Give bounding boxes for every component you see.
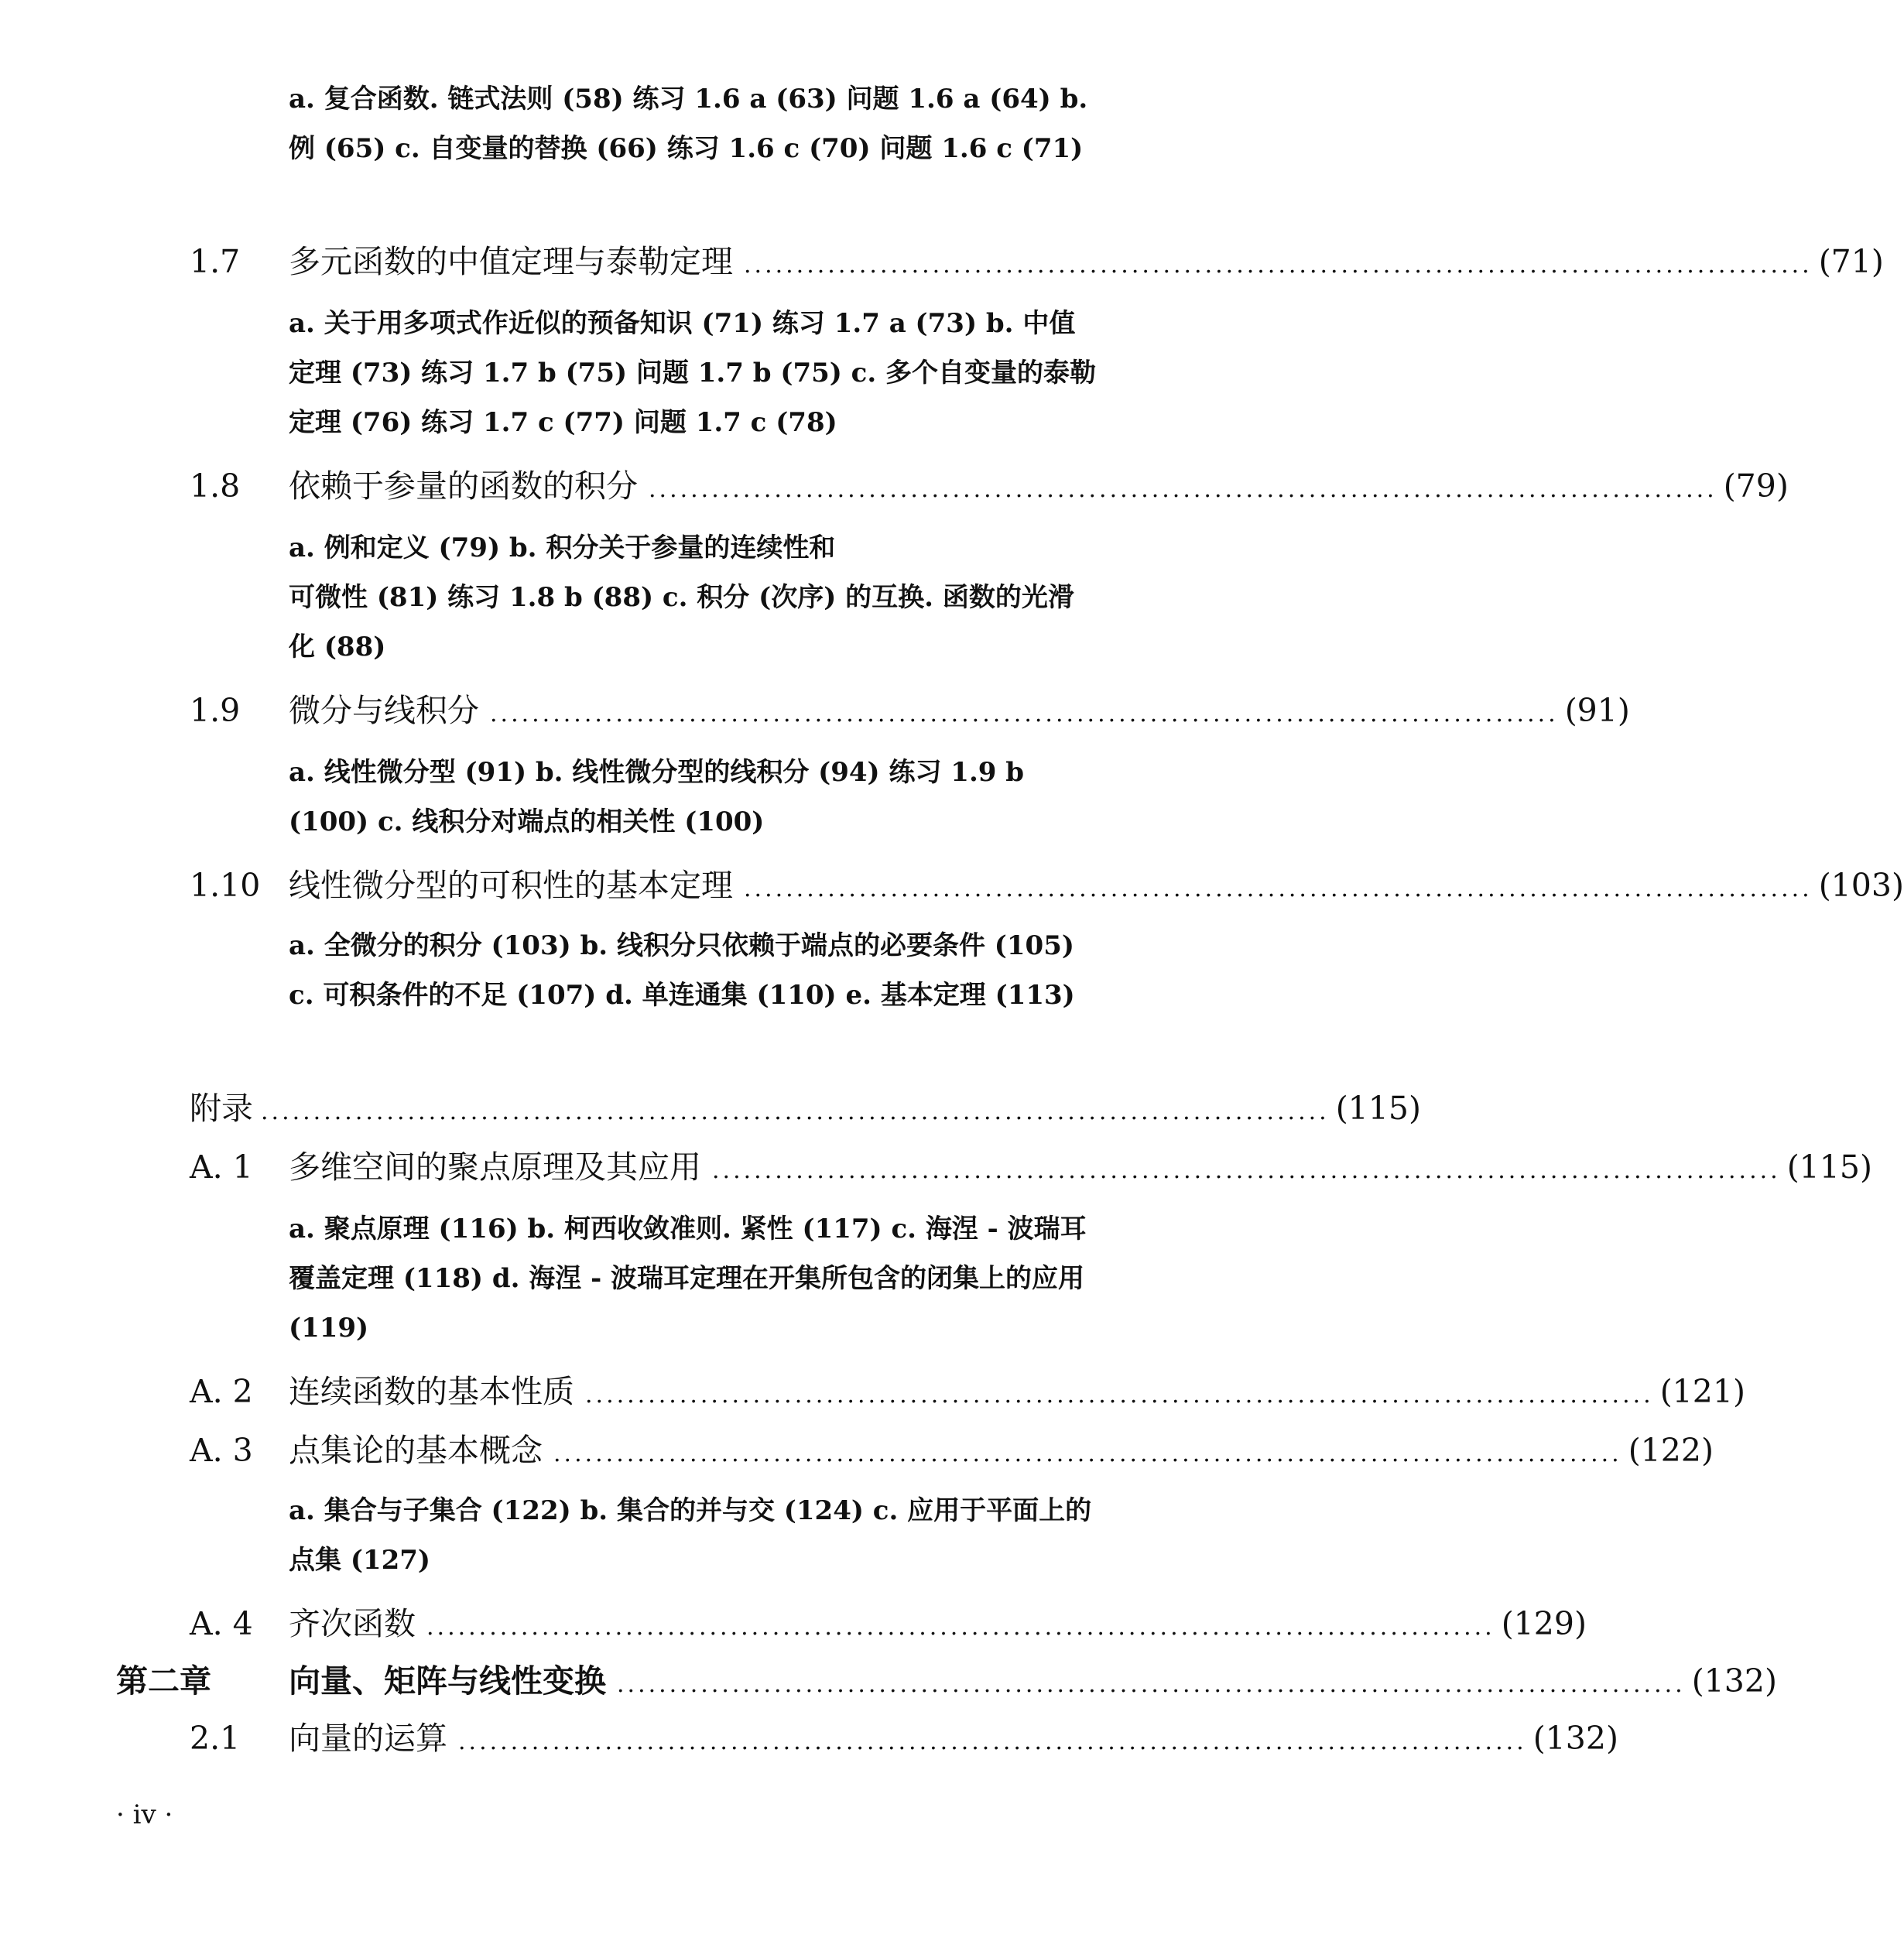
entry-title: 依赖于参量的函数的积分 bbox=[289, 467, 638, 505]
toc-entry-1-7[interactable] bbox=[190, 237, 1884, 286]
entry-title: 多元函数的中值定理与泰勒定理 bbox=[289, 243, 733, 280]
dot-leader: ...................................................................................................... bbox=[649, 476, 1717, 503]
dot-leader: ...................................................................................................... bbox=[585, 1381, 1654, 1409]
entry-title: 微分与线积分 bbox=[289, 692, 479, 729]
entry-a3-description: a. 集合与子集合 (122) b. 集合的并与交 (124) c. 应用于平面上的点集 (127) bbox=[289, 1495, 1092, 1576]
dot-leader: ...................................................................................................... bbox=[426, 1614, 1495, 1641]
entry-1-8-description-line1: a. 例和定义 (79) b. 积分关于参量的连续性和 bbox=[289, 532, 836, 563]
entry-number: 2.1 bbox=[190, 1720, 241, 1757]
toc-entry-appendix[interactable] bbox=[190, 1084, 1421, 1133]
entry-number: 1.9 bbox=[190, 692, 241, 729]
toc-entry-2-1[interactable] bbox=[190, 1713, 1618, 1763]
entry-page: (79) bbox=[1723, 467, 1789, 505]
entry-a1-description: a. 聚点原理 (116) b. 柯西收敛准则. 紧性 (117) c. 海涅 - 波瑞耳覆盖定理 (118) d. 海涅 - 波瑞耳定理在开集所包含的闭集上的应用 (119) bbox=[289, 1214, 1087, 1344]
entry-number: A. 1 bbox=[190, 1149, 253, 1186]
dot-leader: ...................................................................................................... bbox=[458, 1728, 1527, 1755]
entry-title: 连续函数的基本性质 bbox=[289, 1373, 574, 1410]
entry-number: 1.10 bbox=[190, 867, 261, 904]
entry-page: (121) bbox=[1659, 1373, 1745, 1410]
entry-1-10-description: a. 全微分的积分 (103) b. 线积分只依赖于端点的必要条件 (105) c. 可积条件的不足 (107) d. 单连通集 (110) e. 基本定理 (113) bbox=[289, 930, 1075, 1011]
page-number-footer: · iv · bbox=[116, 1799, 173, 1830]
toc-entry-a4[interactable] bbox=[190, 1599, 1587, 1648]
entry-title: 向量的运算 bbox=[289, 1720, 447, 1757]
entry-title: 点集论的基本概念 bbox=[289, 1432, 543, 1469]
entry-1-9-description: a. 线性微分型 (91) b. 线性微分型的线积分 (94) 练习 1.9 b (100) c. 线积分对端点的相关性 (100) bbox=[289, 757, 1025, 837]
entry-number: A. 4 bbox=[190, 1605, 253, 1642]
entry-1-6-description: a. 复合函数. 链式法则 (58) 练习 1.6 a (63) 问题 1.6 a (64) b. 例 (65) c. 自变量的替换 (66) 练习 1.6 c (70) 问题 1.6 c (71) bbox=[289, 84, 1088, 164]
entry-page: (122) bbox=[1628, 1432, 1714, 1469]
dot-leader: ...................................................................................................... bbox=[261, 1098, 1330, 1125]
toc-entry-a3[interactable] bbox=[190, 1426, 1714, 1475]
entry-number: A. 3 bbox=[190, 1432, 253, 1469]
dot-leader: ...................................................................................................... bbox=[617, 1671, 1686, 1698]
entry-title: 多维空间的聚点原理及其应用 bbox=[289, 1149, 701, 1186]
chapter-title: 向量、矩阵与线性变换 bbox=[289, 1662, 606, 1700]
toc-entry-a1[interactable] bbox=[190, 1142, 1872, 1192]
dot-leader: ...................................................................................................... bbox=[744, 875, 1813, 902]
entry-page: (103) bbox=[1818, 867, 1904, 904]
entry-page: (132) bbox=[1532, 1720, 1618, 1757]
entry-title: 附录 bbox=[190, 1090, 253, 1127]
dot-leader: ...................................................................................................... bbox=[712, 1157, 1781, 1184]
dot-leader: ...................................................................................................... bbox=[553, 1440, 1622, 1467]
chapter-number: 第二章 bbox=[116, 1662, 211, 1700]
entry-page: (132) bbox=[1691, 1662, 1777, 1700]
dot-leader: ...................................................................................................... bbox=[744, 252, 1813, 279]
entry-page: (115) bbox=[1335, 1090, 1421, 1127]
entry-page: (129) bbox=[1501, 1605, 1587, 1642]
toc-entry-1-8[interactable] bbox=[190, 461, 1789, 511]
dot-leader: ...................................................................................................... bbox=[490, 700, 1559, 728]
toc-entry-1-10[interactable] bbox=[190, 861, 1904, 910]
entry-title: 线性微分型的可积性的基本定理 bbox=[289, 867, 733, 904]
entry-number: 1.8 bbox=[190, 467, 241, 505]
toc-entry-chapter-2[interactable] bbox=[116, 1656, 1777, 1706]
entry-page: (115) bbox=[1786, 1149, 1872, 1186]
entry-1-7-description: a. 关于用多项式作近似的预备知识 (71) 练习 1.7 a (73) b. 中值定理 (73) 练习 1.7 b (75) 问题 1.7 b (75) c. 多个自变量的泰勒定理 (76) 练习 1.7 c (77) 问题 1.7 c (78) bbox=[289, 308, 1097, 438]
entry-title: 齐次函数 bbox=[289, 1605, 416, 1642]
entry-1-8-description-line2: 可微性 (81) 练习 1.8 b (88) c. 积分 (次序) 的互换. 函数的光滑化 (88) bbox=[289, 582, 1074, 662]
toc-entry-1-9[interactable] bbox=[190, 686, 1630, 735]
entry-number: A. 2 bbox=[190, 1373, 253, 1410]
entry-number: 1.7 bbox=[190, 243, 241, 280]
toc-entry-a2[interactable] bbox=[190, 1367, 1745, 1416]
entry-page: (71) bbox=[1818, 243, 1884, 280]
entry-page: (91) bbox=[1564, 692, 1630, 729]
